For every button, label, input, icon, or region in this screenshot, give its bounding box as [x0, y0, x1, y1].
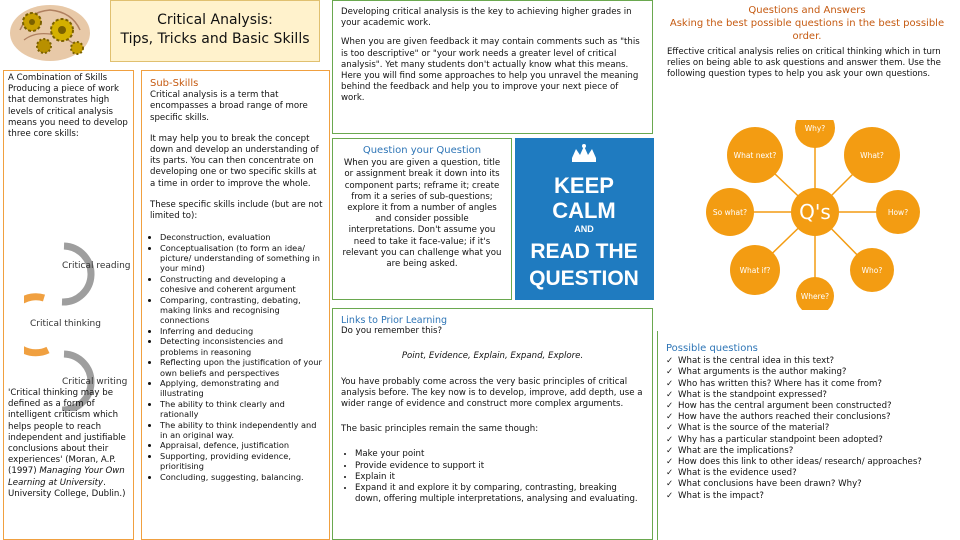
question-text: How has the central argument been constructed?	[678, 401, 892, 412]
list-item	[666, 435, 952, 446]
subskills-list	[148, 232, 323, 482]
question-text: What is the central idea in this text?	[678, 356, 835, 367]
check-icon: ✓	[666, 479, 674, 490]
principles-list	[341, 449, 644, 505]
skills-intro: A Combination of Skills Producing a piece of work that demonstrates high levels of critical analysis means you need to develop three core skills:	[8, 73, 128, 140]
wheel-node-label: Why?	[804, 124, 826, 133]
qa-title-line1: Questions and Answers	[748, 5, 866, 16]
developing-box	[332, 0, 653, 134]
subskills-para-3: These specific skills include (but are not limited to):	[150, 199, 323, 222]
question-text: How have the authors reached their conclusions?	[678, 412, 891, 423]
list-item: • Inferring and deducing	[160, 326, 323, 336]
list-item	[666, 401, 952, 412]
check-icon: ✓	[666, 445, 674, 456]
list-item	[666, 491, 952, 502]
prior-learning-para-2: The basic principles remain the same though:	[341, 424, 539, 435]
question-text: Who has written this? Where has it come from?	[678, 378, 882, 389]
cycle-label-writing: Critical writing	[62, 377, 128, 387]
wheel-node-label: Where?	[800, 292, 830, 301]
check-icon: ✓	[666, 367, 674, 378]
wheel-node-label: So what?	[712, 208, 748, 217]
developing-para-1: Developing critical analysis is the key to achieving higher grades in your academic work.	[341, 7, 632, 29]
list-item	[666, 468, 952, 479]
question-text: What is the source of the material?	[678, 423, 830, 434]
list-item: • Provide evidence to support it	[355, 461, 644, 472]
list-item	[666, 379, 952, 390]
list-item: • Deconstruction, evaluation	[160, 232, 323, 242]
list-item: • Appraisal, defence, justification	[160, 440, 323, 450]
prior-learning-heading: Links to Prior Learning	[341, 315, 448, 326]
page-title	[110, 0, 320, 62]
subskills-heading: Sub-Skills	[150, 78, 199, 89]
question-text: When you are given a question, title or assignment break it down into its component parts; reframe it; create from it a series of sub-questions; explore it from a number of angles and consider possible interpretations. Don't assume you need to take it face-value; if it's relevant you can challenge what you are being asked.	[342, 158, 502, 270]
moran-quote	[8, 388, 134, 500]
keep-text: KEEP	[554, 173, 614, 198]
quote-text: 'Critical thinking may be defined as a form of intelligent criticism which helps people to reach independent and justifiable conclusions about their experiences' (Moran, A.P. (1997)	[8, 388, 126, 477]
wheel-node-label: What next?	[733, 151, 777, 160]
question-text: What is the standpoint expressed?	[678, 389, 827, 400]
question-text: What is the evidence used?	[678, 468, 797, 479]
check-icon: ✓	[666, 401, 674, 412]
list-item	[666, 423, 952, 434]
list-item	[666, 356, 952, 367]
wheel-center-label: Q's	[799, 200, 831, 224]
prior-learning-sub: Do you remember this?	[341, 326, 443, 337]
qa-title	[662, 4, 952, 43]
prior-learning-box	[332, 308, 653, 540]
prior-learning-para-1: You have probably come across the very basic principles of critical analysis before. The key now is to develop, improve, add depth, use a wider range of evidence and construct more complex arguments.	[341, 376, 643, 410]
list-item	[666, 479, 952, 490]
list-item: • Reflecting upon the justification of your own beliefs and perspectives	[160, 357, 323, 378]
list-item: • Constructing and developing a cohesive and coherent argument	[160, 274, 323, 295]
peeee-line	[341, 351, 644, 362]
list-item	[666, 390, 952, 401]
check-icon: ✓	[666, 412, 674, 423]
question-wheel-diagram	[700, 120, 930, 310]
possible-questions-heading: Possible questions	[666, 343, 758, 354]
peeee-text: Point, Evidence, Explain, Expand, Explore.	[401, 351, 584, 362]
question-text: What is the impact?	[678, 490, 764, 501]
list-item	[666, 446, 952, 457]
list-item	[666, 412, 952, 423]
wheel-node-label: What if?	[739, 266, 771, 275]
question-box	[332, 138, 512, 300]
read-the-text: READ THE	[530, 240, 638, 263]
question-text: What arguments is the author making?	[678, 367, 847, 378]
list-item: • Supporting, providing evidence, prioritising	[160, 451, 323, 472]
check-icon: ✓	[666, 490, 674, 501]
check-icon: ✓	[666, 389, 674, 400]
list-item: • Expand it and explore it by comparing, contrasting, breaking down, offering multiple interpretations, analysing and evaluating.	[355, 483, 644, 505]
wheel-node-label: Who?	[861, 266, 883, 275]
list-item: • Applying, demonstrating and illustrating	[160, 378, 323, 399]
developing-para-2: When you are given feedback it may contain comments such as "this is too descriptive" or "your work needs a greater level of critical analysis". Yet many students don't actually know what this means. Here you will find some approaches to help you unravel the meaning behind the feedback and help you to improve your next piece of work.	[341, 37, 640, 104]
check-icon: ✓	[666, 378, 674, 389]
list-item: • Explain it	[355, 472, 644, 483]
question-text: How does this link to other ideas/ research/ approaches?	[678, 457, 922, 468]
subskills-column	[141, 70, 330, 540]
cycle-label-reading: Critical reading	[62, 261, 131, 271]
brain-gears-image	[2, 0, 102, 64]
question-text: What conclusions have been drawn? Why?	[678, 479, 862, 490]
question-text: What are the implications?	[678, 445, 794, 456]
qa-title-line2: Asking the best possible questions in the best possible order.	[669, 18, 945, 42]
question-text: Why has a particular standpoint been adopted?	[678, 434, 883, 445]
quote-publisher: . University College, Dublin.)	[8, 477, 126, 499]
keep-calm-poster	[515, 138, 654, 300]
check-icon: ✓	[666, 423, 674, 434]
list-item: • Concluding, suggesting, balancing.	[160, 472, 323, 482]
skills-column	[3, 70, 134, 540]
cycle-label-thinking: Critical thinking	[30, 319, 101, 329]
list-item: • Comparing, contrasting, debating, making links and recognising connections	[160, 295, 323, 326]
calm-text: CALM	[552, 198, 616, 223]
question-heading: Question your Question	[362, 145, 482, 156]
list-item	[666, 367, 952, 378]
and-text: AND	[574, 224, 594, 234]
list-item: • Make your point	[355, 449, 644, 460]
list-item	[666, 457, 952, 468]
critical-skills-cycle-diagram	[24, 226, 134, 411]
check-icon: ✓	[666, 457, 674, 468]
wheel-node-label: How?	[887, 208, 909, 217]
page-title-line2: Tips, Tricks and Basic Skills	[120, 31, 310, 47]
possible-questions-list	[666, 356, 952, 502]
subskills-para-1: Critical analysis is a term that encompasses a broad range of more specific skills.	[150, 90, 308, 123]
list-item: • The ability to think clearly and rationally	[160, 399, 323, 420]
subskills-para-2: It may help you to break the concept down and develop an understanding of its parts. You can then concentrate on developing one or two specific skills at a time in order to improve the whole.	[150, 133, 319, 189]
quote-book-title: Managing Your Own Learning at University	[8, 466, 125, 488]
check-icon: ✓	[666, 468, 674, 479]
check-icon: ✓	[666, 356, 674, 367]
page-title-line1: Critical Analysis:	[157, 12, 273, 28]
question-text-poster: QUESTION	[529, 267, 639, 290]
wheel-node-label: What?	[860, 151, 884, 160]
possible-questions-box	[657, 331, 960, 540]
list-item: • The ability to think independently and in an original way.	[160, 420, 323, 441]
check-icon: ✓	[666, 434, 674, 445]
list-item: • Conceptualisation (to form an idea/ picture/ understanding of something in your mind)	[160, 243, 323, 274]
qa-intro: Effective critical analysis relies on critical thinking which in turn relies on being able to ask questions and answer them. Use the following question types to help you ask your own questions.	[667, 47, 941, 80]
list-item: • Detecting inconsistencies and problems in reasoning	[160, 336, 323, 357]
